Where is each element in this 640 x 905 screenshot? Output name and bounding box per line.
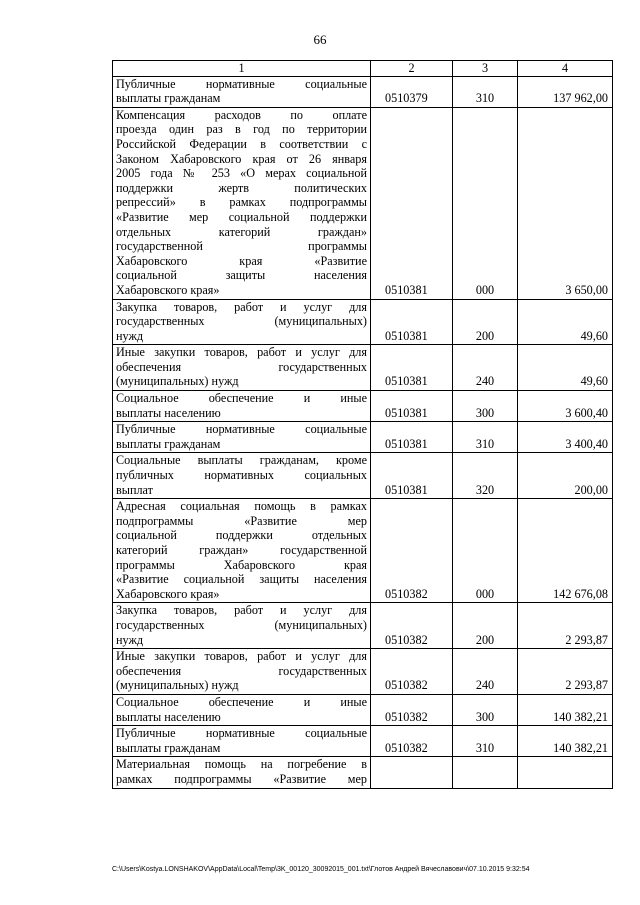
- description-line: государственных (муниципальных): [116, 314, 367, 329]
- table-row: [113, 76, 613, 107]
- description-line: государственных (муниципальных): [116, 617, 367, 632]
- description-line: Социальное обеспечение и иные: [116, 694, 367, 709]
- description-line: Публичные нормативные социальные: [116, 422, 367, 437]
- row-description: [113, 299, 371, 345]
- row-description: [113, 694, 371, 725]
- row-description: [113, 345, 371, 391]
- target-article-code: 0510381: [371, 453, 453, 499]
- amount: 3 600,40: [518, 391, 613, 422]
- table-row: [113, 422, 613, 453]
- target-article-code: 0510381: [371, 299, 453, 345]
- row-description: [113, 107, 371, 299]
- target-article-code: 0510382: [371, 499, 453, 603]
- description-line: проезда один раз в год по территории: [116, 122, 367, 137]
- description-line: Социальные выплаты гражданам, кроме: [116, 453, 367, 468]
- description-line: Хабаровского края»: [116, 586, 220, 601]
- amount: 3 400,40: [518, 422, 613, 453]
- target-article-code: 0510381: [371, 391, 453, 422]
- description-line: Законом Хабаровского края от 26 января: [116, 151, 367, 166]
- row-description: [113, 726, 371, 757]
- description-line: (муниципальных) нужд: [116, 374, 239, 389]
- row-description: [113, 649, 371, 695]
- table-row: [113, 299, 613, 345]
- table-row: [113, 391, 613, 422]
- amount: 2 293,87: [518, 603, 613, 649]
- description-line: социальной защиты населения: [116, 268, 367, 283]
- expense-type-code: [453, 757, 518, 788]
- file-path-footer: C:\Users\Kostya.LONSHAKOV\AppData\Local\Temp\3K_00120_30092015_001.txt\Глотов Андрей Вячеславович\07.10.2015 9:32:54: [112, 866, 530, 873]
- table-row: [113, 603, 613, 649]
- description-line: поддержки жертв политических: [116, 180, 367, 195]
- expense-type-code: 200: [453, 299, 518, 345]
- table-row: [113, 499, 613, 603]
- description-line: Хабаровского края «Развитие: [116, 253, 367, 268]
- column-header-3: 3: [453, 61, 518, 77]
- description-line: выплаты населению: [116, 405, 221, 420]
- description-line: «Развитие социальной защиты населения: [116, 572, 367, 587]
- description-line: Хабаровского края»: [116, 282, 220, 297]
- description-line: репрессий» в рамках подпрограммы: [116, 195, 367, 210]
- description-line: «Развитие мер социальной поддержки: [116, 209, 367, 224]
- description-line: выплаты населению: [116, 709, 221, 724]
- target-article-code: 0510382: [371, 726, 453, 757]
- description-line: Публичные нормативные социальные: [116, 76, 367, 91]
- expense-type-code: 000: [453, 499, 518, 603]
- target-article-code: 0510379: [371, 76, 453, 107]
- amount: 140 382,21: [518, 726, 613, 757]
- amount: 200,00: [518, 453, 613, 499]
- description-line: выплаты гражданам: [116, 740, 221, 755]
- table-row: [113, 453, 613, 499]
- description-line: социальной поддержки отдельных: [116, 528, 367, 543]
- target-article-code: 0510381: [371, 345, 453, 391]
- row-description: [113, 76, 371, 107]
- column-header-1: 1: [113, 61, 371, 77]
- description-line: выплаты гражданам: [116, 436, 221, 451]
- description-line: отдельных категорий граждан»: [116, 224, 367, 239]
- description-line: рамках подпрограммы «Развитие мер: [116, 771, 367, 786]
- description-line: публичных нормативных социальных: [116, 468, 367, 483]
- column-header-2: 2: [371, 61, 453, 77]
- expense-type-code: 310: [453, 726, 518, 757]
- expense-type-code: 320: [453, 453, 518, 499]
- description-line: Иные закупки товаров, работ и услуг для: [116, 649, 367, 664]
- table-row: [113, 694, 613, 725]
- table-row: [113, 726, 613, 757]
- table-row: [113, 757, 613, 788]
- amount: 49,60: [518, 299, 613, 345]
- expense-type-code: 200: [453, 603, 518, 649]
- table-header-row: [113, 61, 613, 77]
- row-description: [113, 499, 371, 603]
- description-line: Закупка товаров, работ и услуг для: [116, 603, 367, 618]
- amount: 2 293,87: [518, 649, 613, 695]
- expense-type-code: 300: [453, 391, 518, 422]
- description-line: подпрограммы «Развитие мер: [116, 513, 367, 528]
- description-line: Российской Федерации в соответствии с: [116, 136, 367, 151]
- amount: 142 676,08: [518, 499, 613, 603]
- description-line: государственной программы: [116, 239, 367, 254]
- row-description: [113, 422, 371, 453]
- expense-type-code: 300: [453, 694, 518, 725]
- description-line: выплаты гражданам: [116, 91, 221, 106]
- row-description: [113, 757, 371, 788]
- target-article-code: 0510381: [371, 422, 453, 453]
- page-number: 66: [313, 32, 327, 47]
- table-row: [113, 649, 613, 695]
- amount: 137 962,00: [518, 76, 613, 107]
- table-row: [113, 345, 613, 391]
- description-line: Иные закупки товаров, работ и услуг для: [116, 345, 367, 360]
- description-line: Публичные нормативные социальные: [116, 726, 367, 741]
- target-article-code: 0510382: [371, 694, 453, 725]
- description-line: обеспечения государственных: [116, 663, 367, 678]
- amount: 3 650,00: [518, 107, 613, 299]
- target-article-code: [371, 757, 453, 788]
- description-line: категорий граждан» государственной: [116, 543, 367, 557]
- amount: [518, 757, 613, 788]
- expense-type-code: 310: [453, 76, 518, 107]
- description-line: нужд: [116, 632, 144, 647]
- target-article-code: 0510382: [371, 649, 453, 695]
- description-line: Материальная помощь на погребение в: [116, 757, 367, 772]
- expense-type-code: 000: [453, 107, 518, 299]
- row-description: [113, 453, 371, 499]
- description-line: Адресная социальная помощь в рамках: [116, 499, 367, 514]
- description-line: Закупка товаров, работ и услуг для: [116, 299, 367, 314]
- description-line: нужд: [116, 328, 144, 343]
- expense-type-code: 240: [453, 649, 518, 695]
- row-description: [113, 391, 371, 422]
- column-header-4: 4: [518, 61, 613, 77]
- expense-type-code: 240: [453, 345, 518, 391]
- expense-type-code: 310: [453, 422, 518, 453]
- description-line: (муниципальных) нужд: [116, 678, 239, 693]
- table-row: [113, 107, 613, 299]
- amount: 140 382,21: [518, 694, 613, 725]
- description-line: Социальное обеспечение и иные: [116, 391, 367, 406]
- target-article-code: 0510381: [371, 107, 453, 299]
- description-line: обеспечения государственных: [116, 359, 367, 374]
- description-line: Компенсация расходов по оплате: [116, 107, 367, 122]
- amount: 49,60: [518, 345, 613, 391]
- description-line: программы Хабаровского края: [116, 557, 367, 572]
- description-line: выплат: [116, 482, 153, 497]
- row-description: [113, 603, 371, 649]
- target-article-code: 0510382: [371, 603, 453, 649]
- description-line: 2005 года № 253 «О мерах социальной: [116, 166, 367, 181]
- budget-table: [112, 60, 613, 789]
